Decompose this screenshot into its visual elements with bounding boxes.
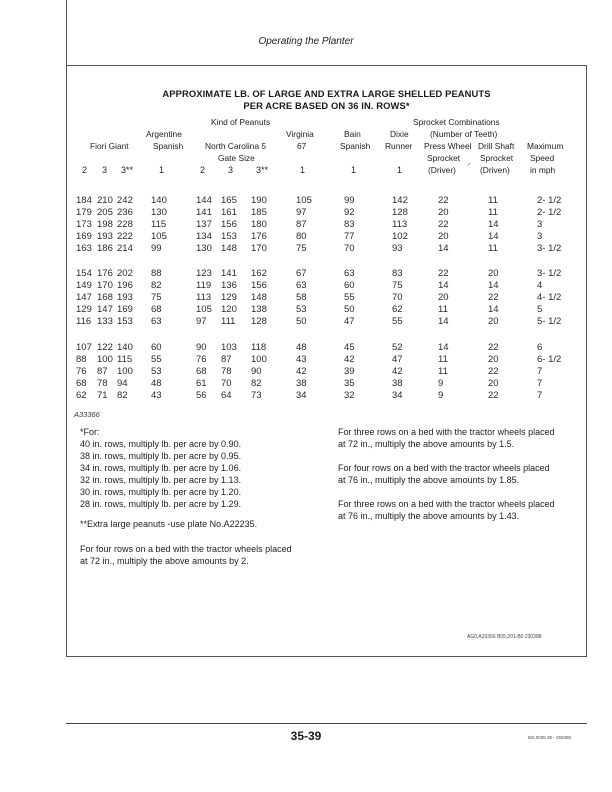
table-cell: 20 bbox=[488, 378, 499, 389]
header-press-wheel: Press Wheel bbox=[424, 141, 472, 151]
table-cell: 52 bbox=[392, 342, 403, 353]
table-cell: 34 bbox=[296, 390, 307, 401]
table-cell: 11 bbox=[438, 354, 448, 365]
table-cell: 162 bbox=[251, 268, 267, 279]
table-cell: 90 bbox=[251, 366, 262, 377]
table-cell: 63 bbox=[151, 316, 162, 327]
table-cell: 9 bbox=[438, 390, 444, 401]
table-cell: 156 bbox=[221, 219, 237, 230]
header-bain-spanish: Spanish bbox=[340, 141, 371, 151]
header-dixie-runner: Runner bbox=[385, 141, 413, 151]
table-cell: 6 bbox=[537, 342, 543, 353]
table-cell: 14 bbox=[438, 342, 449, 353]
table-cell: 38 bbox=[296, 378, 307, 389]
note-three-rows-72-line2: at 72 in., multiply the above amounts by 1.5. bbox=[338, 439, 515, 449]
table-cell: 83 bbox=[344, 219, 355, 230]
table-cell: 154 bbox=[76, 268, 92, 279]
table-cell: 20 bbox=[438, 231, 449, 242]
table-cell: 202 bbox=[117, 268, 133, 279]
table-cell: 148 bbox=[251, 292, 267, 303]
table-cell: 147 bbox=[97, 304, 113, 315]
table-cell: 130 bbox=[151, 207, 167, 218]
table-cell: 176 bbox=[97, 268, 113, 279]
table-cell: 205 bbox=[97, 207, 113, 218]
table-cell: 11 bbox=[488, 195, 498, 206]
note-multiplier-40: 40 in. rows, multiply lb. per acre by 0.90. bbox=[80, 439, 242, 449]
table-cell: 186 bbox=[97, 243, 113, 254]
header-fiori-giant: Fiori Giant bbox=[90, 141, 129, 151]
table-cell: 68 bbox=[151, 304, 162, 315]
table-cell: 180 bbox=[251, 219, 267, 230]
header-dixie: Dixie bbox=[390, 129, 409, 139]
table-cell: 45 bbox=[344, 342, 355, 353]
header-argentine: Argentine bbox=[146, 129, 182, 139]
sub-bain-1: 1 bbox=[351, 165, 357, 175]
table-cell: 149 bbox=[76, 280, 92, 291]
table-cell: 78 bbox=[97, 378, 108, 389]
table-cell: 43 bbox=[296, 354, 307, 365]
sub-dixie-1: 1 bbox=[397, 165, 403, 175]
table-cell: 20 bbox=[438, 292, 449, 303]
table-cell: 35 bbox=[344, 378, 355, 389]
table-cell: 94 bbox=[117, 378, 128, 389]
sub-fiori-3x: 3** bbox=[121, 165, 134, 175]
note-four-rows-72-line2: at 72 in., multiply the above amounts by 2. bbox=[80, 556, 249, 566]
table-cell: 7 bbox=[537, 378, 543, 389]
sub-driven: (Driven) bbox=[480, 165, 510, 175]
note-four-rows-72-line1: For four rows on a bed with the tractor wheels placed bbox=[80, 544, 292, 554]
table-cell: 83 bbox=[392, 268, 403, 279]
sub-nc5-2: 2 bbox=[200, 165, 206, 175]
table-cell: 9 bbox=[438, 378, 444, 389]
table-cell: 165 bbox=[221, 195, 237, 206]
table-cell: 67 bbox=[296, 268, 307, 279]
table-cell: 120 bbox=[221, 304, 237, 315]
table-cell: 70 bbox=[344, 243, 355, 254]
note-for-label: *For: bbox=[80, 427, 100, 437]
table-cell: 115 bbox=[151, 219, 167, 230]
table-cell: 7 bbox=[537, 390, 543, 401]
table-cell: 100 bbox=[251, 354, 267, 365]
table-cell: 97 bbox=[296, 207, 307, 218]
table-cell: 14 bbox=[488, 231, 499, 242]
table-cell: 105 bbox=[296, 195, 312, 206]
table-cell: 43 bbox=[151, 390, 162, 401]
table-cell: 11 bbox=[438, 304, 448, 315]
table-cell: 39 bbox=[344, 366, 355, 377]
table-cell: 100 bbox=[97, 354, 113, 365]
table-cell: 129 bbox=[76, 304, 92, 315]
table-cell: 99 bbox=[151, 243, 162, 254]
sub-fiori-3: 3 bbox=[102, 165, 108, 175]
table-cell: 61 bbox=[196, 378, 207, 389]
table-cell: 168 bbox=[97, 292, 113, 303]
table-cell: 119 bbox=[196, 280, 212, 291]
table-cell: 22 bbox=[488, 366, 499, 377]
table-title-line1: APPROXIMATE LB. OF LARGE AND EXTRA LARGE SHELLED PEANUTS bbox=[162, 88, 491, 99]
table-cell: 214 bbox=[117, 243, 133, 254]
table-cell: 88 bbox=[76, 354, 87, 365]
table-cell: 107 bbox=[76, 342, 92, 353]
table-cell: 75 bbox=[151, 292, 162, 303]
table-cell: 102 bbox=[392, 231, 408, 242]
table-cell: 47 bbox=[392, 354, 403, 365]
table-cell: 140 bbox=[151, 195, 167, 206]
note-three-rows-76-line2: at 76 in., multiply the above amounts by 1.43. bbox=[338, 511, 520, 521]
sub-nc5-3: 3 bbox=[228, 165, 234, 175]
table-cell: 153 bbox=[221, 231, 237, 242]
tick-mark: ⸝ bbox=[467, 158, 471, 167]
table-cell: 63 bbox=[296, 280, 307, 291]
table-cell: 34 bbox=[392, 390, 403, 401]
table-cell: 3 bbox=[537, 219, 543, 230]
table-cell: 58 bbox=[296, 292, 307, 303]
table-cell: 169 bbox=[76, 231, 92, 242]
table-cell: 99 bbox=[344, 195, 355, 206]
table-cell: 105 bbox=[196, 304, 212, 315]
table-cell: 75 bbox=[392, 280, 403, 291]
table-cell: 141 bbox=[221, 268, 237, 279]
table-cell: 20 bbox=[488, 268, 499, 279]
table-cell: 138 bbox=[251, 304, 267, 315]
table-cell: 50 bbox=[296, 316, 307, 327]
table-cell: 153 bbox=[117, 316, 133, 327]
table-cell: 170 bbox=[251, 243, 267, 254]
table-cell: 82 bbox=[151, 280, 162, 291]
sub-in-mph: in mph bbox=[530, 165, 556, 175]
table-cell: 11 bbox=[438, 366, 448, 377]
table-cell: 142 bbox=[392, 195, 408, 206]
table-cell: 14 bbox=[438, 316, 449, 327]
table-cell: 48 bbox=[151, 378, 162, 389]
table-cell: 163 bbox=[76, 243, 92, 254]
sub-argentine-1: 1 bbox=[159, 165, 165, 175]
table-cell: 42 bbox=[344, 354, 355, 365]
note-three-rows-76-line1: For three rows on a bed with the tractor wheels placed bbox=[338, 499, 555, 509]
table-cell: 22 bbox=[488, 292, 499, 303]
header-bain: Bain bbox=[344, 129, 361, 139]
table-cell: 60 bbox=[151, 342, 162, 353]
table-cell: 47 bbox=[344, 316, 355, 327]
table-cell: 71 bbox=[97, 390, 108, 401]
table-cell: 185 bbox=[251, 207, 267, 218]
table-cell: 130 bbox=[196, 243, 212, 254]
table-cell: 161 bbox=[221, 207, 237, 218]
note-extra-large: **Extra large peanuts -use plate No.A22235. bbox=[80, 519, 258, 529]
header-gate-size: Gate Size bbox=[218, 153, 255, 163]
table-cell: 118 bbox=[251, 342, 267, 353]
table-cell: 6- 1/2 bbox=[537, 354, 562, 365]
footer-code: Bi0,0035 39 - 250388 bbox=[528, 735, 572, 740]
table-cell: 129 bbox=[221, 292, 237, 303]
table-cell: 92 bbox=[344, 207, 355, 218]
footer-rule bbox=[66, 723, 587, 724]
header-rule bbox=[66, 0, 67, 66]
table-cell: 210 bbox=[97, 195, 113, 206]
table-cell: 14 bbox=[488, 304, 499, 315]
header-maximum: Maximum bbox=[527, 141, 564, 151]
table-cell: 68 bbox=[76, 378, 87, 389]
table-cell: 80 bbox=[296, 231, 307, 242]
table-cell: 4- 1/2 bbox=[537, 292, 562, 303]
table-cell: 113 bbox=[196, 292, 212, 303]
table-cell: 128 bbox=[251, 316, 267, 327]
table-cell: 111 bbox=[221, 316, 236, 327]
table-cell: 100 bbox=[117, 366, 133, 377]
table-cell: 76 bbox=[196, 354, 207, 365]
table-cell: 3- 1/2 bbox=[537, 243, 562, 254]
table-cell: 176 bbox=[251, 231, 267, 242]
header-drill-shaft: Drill Shaft bbox=[478, 141, 515, 151]
header-sprocket-driver: Sprocket bbox=[427, 153, 461, 163]
table-cell: 123 bbox=[196, 268, 212, 279]
table-cell: 22 bbox=[488, 390, 499, 401]
table-cell: 22 bbox=[438, 219, 449, 230]
table-cell: 42 bbox=[392, 366, 403, 377]
note-multiplier-28: 28 in. rows, multiply lb. per acre by 1.29. bbox=[80, 499, 242, 509]
table-cell: 7 bbox=[537, 366, 543, 377]
header-argentine-spanish: Spanish bbox=[153, 141, 184, 151]
table-cell: 5 bbox=[537, 304, 543, 315]
table-cell: 62 bbox=[76, 390, 87, 401]
table-cell: 103 bbox=[221, 342, 237, 353]
note-three-rows-72-line1: For three rows on a bed with the tractor wheels placed bbox=[338, 427, 555, 437]
table-cell: 3- 1/2 bbox=[537, 268, 562, 279]
header-speed: Speed bbox=[530, 153, 555, 163]
section-title: Operating the Planter bbox=[258, 36, 354, 47]
table-cell: 48 bbox=[296, 342, 307, 353]
table-cell: 20 bbox=[488, 316, 499, 327]
table-cell: 14 bbox=[438, 280, 449, 291]
table-cell: 75 bbox=[296, 243, 307, 254]
table-cell: 169 bbox=[117, 304, 133, 315]
header-sprocket-combinations: Sprocket Combinations bbox=[413, 117, 500, 127]
table-cell: 64 bbox=[221, 390, 232, 401]
header-north-carolina-5: North Carolina 5 bbox=[205, 141, 266, 151]
table-cell: 82 bbox=[251, 378, 262, 389]
table-cell: 50 bbox=[344, 304, 355, 315]
table-cell: 63 bbox=[344, 268, 355, 279]
note-four-rows-76-line1: For four rows on a bed with the tractor wheels placed bbox=[338, 463, 550, 473]
sub-virginia-1: 1 bbox=[300, 165, 306, 175]
note-four-rows-76-line2: at 76 in., multiply the above amounts by 1.85. bbox=[338, 475, 520, 485]
header-number-of-teeth: (Number of Teeth) bbox=[430, 129, 498, 139]
table-cell: 228 bbox=[117, 219, 133, 230]
table-cell: 196 bbox=[117, 280, 133, 291]
table-cell: 14 bbox=[488, 219, 499, 230]
table-cell: 141 bbox=[196, 207, 212, 218]
table-cell: 14 bbox=[488, 280, 499, 291]
table-cell: 105 bbox=[151, 231, 167, 242]
table-cell: 88 bbox=[151, 268, 162, 279]
table-cell: 137 bbox=[196, 219, 212, 230]
table-cell: 128 bbox=[392, 207, 408, 218]
table-cell: 156 bbox=[251, 280, 267, 291]
table-cell: 42 bbox=[296, 366, 307, 377]
sub-driver: (Driver) bbox=[428, 165, 456, 175]
sub-fiori-2: 2 bbox=[82, 165, 88, 175]
table-cell: 236 bbox=[117, 207, 133, 218]
page-number: 35-39 bbox=[290, 729, 322, 743]
table-cell: 11 bbox=[488, 243, 498, 254]
sub-nc5-3x: 3** bbox=[256, 165, 269, 175]
table-cell: 70 bbox=[392, 292, 403, 303]
table-cell: 22 bbox=[438, 268, 449, 279]
table-cell: 148 bbox=[221, 243, 237, 254]
table-cell: 77 bbox=[344, 231, 355, 242]
table-cell: 70 bbox=[221, 378, 232, 389]
table-cell: 87 bbox=[221, 354, 232, 365]
table-cell: 53 bbox=[151, 366, 162, 377]
table-cell: 62 bbox=[392, 304, 403, 315]
table-cell: 38 bbox=[392, 378, 403, 389]
table-cell: 147 bbox=[76, 292, 92, 303]
table-cell: 2- 1/2 bbox=[537, 207, 562, 218]
table-cell: 184 bbox=[76, 195, 92, 206]
table-cell: 14 bbox=[438, 243, 449, 254]
table-cell: 93 bbox=[392, 243, 403, 254]
table-cell: 90 bbox=[196, 342, 207, 353]
table-title-line2: PER ACRE BASED ON 36 IN. ROWS* bbox=[243, 100, 410, 111]
frame-code: AG0,A33366 B05;201-B0 230388 bbox=[467, 634, 542, 640]
table-cell: 3 bbox=[537, 231, 543, 242]
note-multiplier-34: 34 in. rows, multiply lb. per acre by 1.06. bbox=[80, 463, 242, 473]
table-cell: 53 bbox=[296, 304, 307, 315]
table-cell: 122 bbox=[97, 342, 113, 353]
table-cell: 242 bbox=[117, 195, 133, 206]
table-cell: 2- 1/2 bbox=[537, 195, 562, 206]
table-cell: 68 bbox=[196, 366, 207, 377]
table-cell: 193 bbox=[97, 231, 113, 242]
table-cell: 140 bbox=[117, 342, 133, 353]
table-cell: 133 bbox=[97, 316, 113, 327]
header-virginia-67: 67 bbox=[297, 141, 307, 151]
table-cell: 32 bbox=[344, 390, 355, 401]
table-cell: 20 bbox=[488, 354, 499, 365]
table-cell: 55 bbox=[344, 292, 355, 303]
table-cell: 113 bbox=[392, 219, 408, 230]
table-cell: 134 bbox=[196, 231, 212, 242]
header-sprocket-driven: Sprocket bbox=[480, 153, 514, 163]
table-cell: 4 bbox=[537, 280, 543, 291]
figure-ref: A33366 bbox=[74, 410, 100, 419]
table-cell: 179 bbox=[76, 207, 92, 218]
table-cell: 136 bbox=[221, 280, 237, 291]
table-cell: 198 bbox=[97, 219, 113, 230]
table-cell: 22 bbox=[488, 342, 499, 353]
table-cell: 55 bbox=[151, 354, 162, 365]
table-cell: 82 bbox=[117, 390, 128, 401]
note-multiplier-32: 32 in. rows, multiply lb. per acre by 1.13. bbox=[80, 475, 242, 485]
table-cell: 87 bbox=[296, 219, 307, 230]
table-cell: 11 bbox=[488, 207, 498, 218]
table-cell: 78 bbox=[221, 366, 232, 377]
header-kind-of-peanuts: Kind of Peanuts bbox=[211, 117, 271, 127]
table-cell: 190 bbox=[251, 195, 267, 206]
table-cell: 193 bbox=[117, 292, 133, 303]
table-cell: 116 bbox=[76, 316, 92, 327]
table-cell: 87 bbox=[97, 366, 108, 377]
table-cell: 22 bbox=[438, 195, 449, 206]
table-cell: 56 bbox=[196, 390, 207, 401]
table-cell: 144 bbox=[196, 195, 212, 206]
table-cell: 20 bbox=[438, 207, 449, 218]
table-cell: 173 bbox=[76, 219, 92, 230]
table-cell: 76 bbox=[76, 366, 87, 377]
table-cell: 170 bbox=[97, 280, 113, 291]
note-multiplier-38: 38 in. rows, multiply lb. per acre by 0.95. bbox=[80, 451, 242, 461]
table-cell: 55 bbox=[392, 316, 403, 327]
header-virginia: Virginia bbox=[286, 129, 314, 139]
table-cell: 5- 1/2 bbox=[537, 316, 562, 327]
table-cell: 73 bbox=[251, 390, 262, 401]
table-cell: 222 bbox=[117, 231, 133, 242]
table-cell: 115 bbox=[117, 354, 133, 365]
table-cell: 60 bbox=[344, 280, 355, 291]
table-cell: 97 bbox=[196, 316, 207, 327]
note-multiplier-30: 30 in. rows, multiply lb. per acre by 1.20. bbox=[80, 487, 242, 497]
